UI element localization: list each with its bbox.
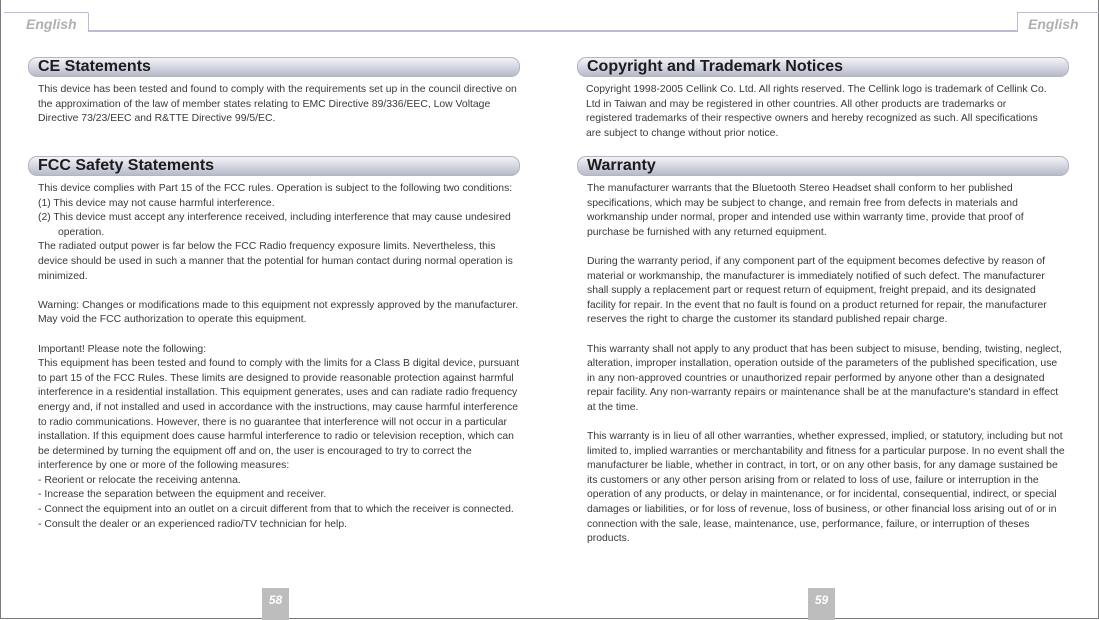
warranty-paragraph-3: This warranty shall not apply to any product that has been subject to misuse, bending, twisting, neglect, alteration, improper installation, operation outside of the parameters of the published specification, use in any non-approved countries or unauthorized repair performed by anyone other than a designated repair facility. Any non-warranty repairs or maintenance shall be at the manufacture's standard in effect at the time.: [587, 343, 1062, 413]
copyright-text: Copyright 1998-2005 Cellink Co. Ltd. All rights reserved. The Cellink logo is trademark of Cellink Co. Ltd in Taiwan and may be registered in other countries. All other products are trademarks or registered trademarks of their respective owners and hereby recognized as such. All specifications are subject to change without prior notice.: [586, 84, 1047, 139]
warranty-paragraph-4: This warranty is in lieu of all other warranties, whether expressed, implied, or statutory, including but not limited to, implied warranties or merchantability and fitness for a particular purpose. In no event shall the manufacturer be liable, whether in contract, in tort, or on any other basis, for any damage sustained be its customers or any other person arising from or related to loss of use, failure or interruption in the operation of any products, or delay in maintenance, or for incidental, consequential, indirect, or special damages or liabilities, or for loss of revenue, loss of business, or other financial loss arising out of or in connection with the sale, lease, maintenance, use, performance, failure, or interruption of theses products.: [587, 431, 1065, 545]
fcc-condition-2: (2) This device must accept any interference received, including interference that may cause undesired operation.: [38, 212, 511, 238]
fcc-measure-1: - Reorient or relocate the receiving antenna.: [38, 474, 241, 486]
ce-body: [38, 83, 518, 127]
ce-paragraph: This device has been tested and found to comply with the requirements set up in the council directive on the approximation of the law of member states relating to EMC Directive 89/336/EEC, Low Voltage Directive 73/23/EEC and R&TTE Directive 99/5/EC.: [38, 84, 517, 125]
page-number-left: 58: [262, 588, 289, 620]
fcc-measure-2: - Increase the separation between the equipment and receiver.: [38, 489, 327, 501]
fcc-important-text: This equipment has been tested and found to comply with the limits for a Class B digital device, pursuant to part 15 of the FCC Rules. These limits are designed to provide reasonable protection against harmful interference in a residential installation. This equipment generates, uses and can radiate radio frequency energy and, if not installed and used in accordance with the instructions, may cause harmful interference to radio communications. However, there is no guarantee that interference will not occur in a particular installation. If this equipment does cause harmful interference to radio or television reception, which can be determined by turning the equipment off and on, the user is encouraged to try to correct the interference by one or more of the following measures:: [38, 358, 520, 472]
fcc-condition-1: (1) This device may not cause harmful interference.: [38, 197, 275, 209]
language-label-right: English: [1028, 16, 1079, 32]
warranty-title: Warranty: [587, 157, 656, 174]
warranty-body: [587, 182, 1065, 547]
fcc-measure-3: - Connect the equipment into an outlet on a circuit different from that to which the receiver is connected.: [38, 504, 514, 516]
fcc-important-label: Important! Please note the following:: [38, 343, 207, 355]
language-label-left: English: [26, 16, 77, 32]
language-tab-right: [1017, 12, 1099, 32]
fcc-warning: Warning: Changes or modifications made to this equipment not expressly approved by the manufacturer. May void the FCC authorization to operate this equipment.: [38, 299, 519, 326]
fcc-intro: This device complies with Part 15 of the FCC rules. Operation is subject to the following two conditions:: [38, 183, 513, 194]
page-number-right: 59: [808, 588, 835, 620]
fcc-measure-4: - Consult the dealer or an experienced radio/TV technician for help.: [38, 518, 348, 530]
copyright-body: [586, 83, 1052, 141]
warranty-paragraph-1: The manufacturer warrants that the Bluetooth Stereo Headset shall conform to her published specifications, which may be subject to change, and remain free from defects in materials and workmanship under normal, proper and intended use within warranty time, provide that proof of purchase be furnished with any returned equipment.: [587, 183, 1024, 238]
warranty-paragraph-2: During the warranty period, if any component part of the equipment becomes defective by reason of material or workmanship, the manufacturer is immediately notified of such defect. The manufacturer shall supply a replacement part or request return of equipment, freight prepaid, and its designated facility for repair. In the event that no fault is found on a product returned for repair, the manufacturer reserves the right to charge the customer its standard published repair charge.: [587, 255, 1047, 326]
copyright-title: Copyright and Trademark Notices: [587, 58, 844, 75]
language-tab-left: [4, 12, 89, 32]
fcc-exposure: The radiated output power is far below the FCC Radio frequency exposure limits. Nevertheless, this device should be used in such a manner that the potential for human contact during normal operation is minimized.: [38, 241, 513, 282]
header-rule: [88, 30, 1017, 32]
fcc-body: [38, 182, 520, 532]
ce-title: CE Statements: [38, 58, 151, 75]
fcc-title: FCC Safety Statements: [38, 157, 215, 174]
